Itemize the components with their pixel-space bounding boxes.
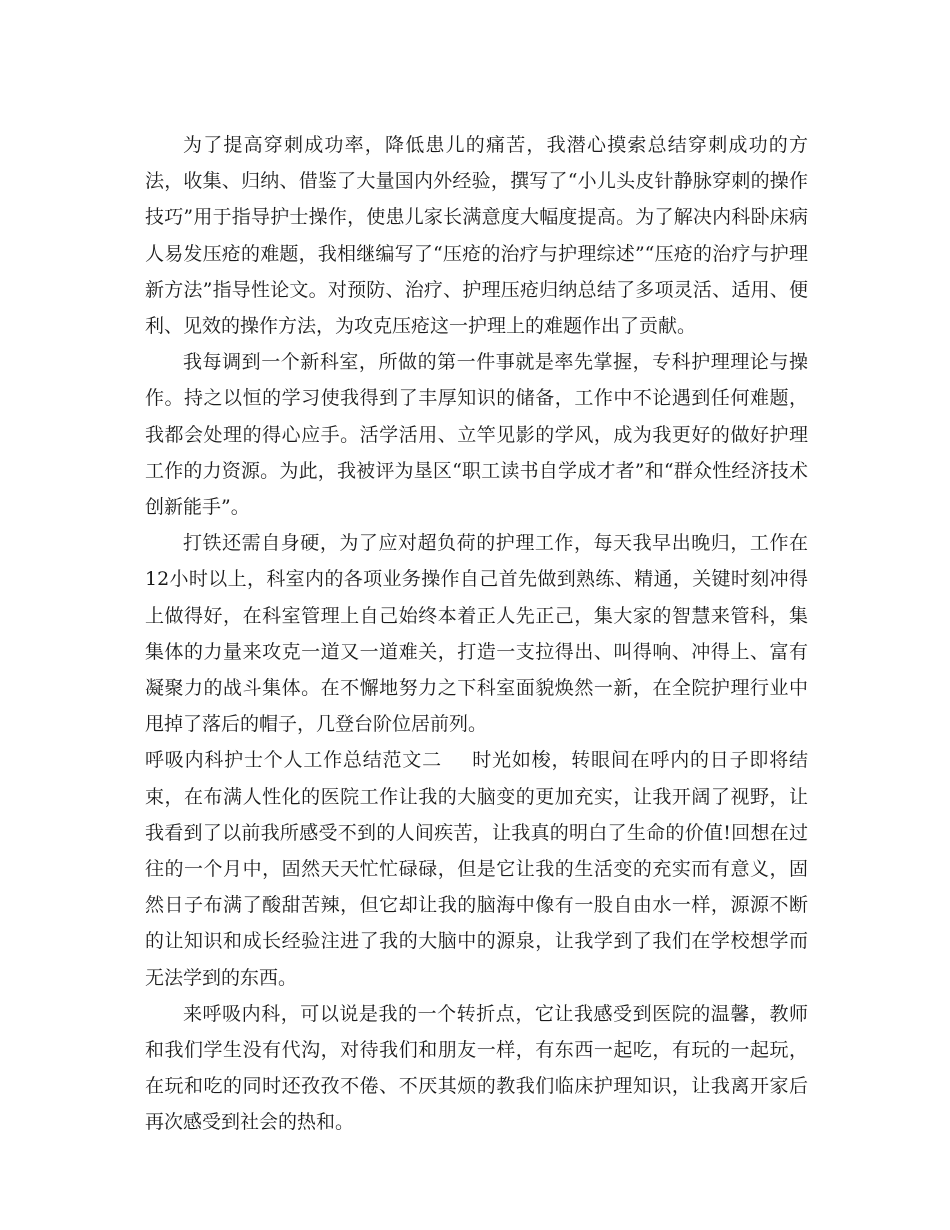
document-body (145, 127, 808, 1141)
paragraph-new-department: 我每调到一个新科室，所做的第一件事就是率先掌握，专科护理理论与操作。持之以恒的学习使我得到了丰厚知识的储备，工作中不论遇到任何难题，我都会处理的得心应手。活学活用、立竿见影的学风，成为我更好的做好护理工作的力资源。为此，我被评为垦区“职工读书自学成才者”和“群众性经济技术创新能手”。 (145, 351, 808, 519)
paragraph-respiratory-turning-point: 来呼吸内科，可以说是我的一个转折点，它让我感受到医院的温馨，教师和我们学生没有代沟，对待我们和朋友一样，有东西一起吃，有玩的一起玩，在玩和吃的同时还孜孜不倦、不厌其烦的教我们临床护理知识，让我离开家后再次感受到社会的热和。 (145, 1002, 808, 1134)
section-first-paragraph: 时光如梭，转眼间在呼内的日子即将结束，在布满人性化的医院工作让我的大脑变的更加充实，让我开阔了视野，让我看到了以前我所感受不到的人间疾苦，让我真的明白了生命的价值!回想在过往的一个月中，固然天天忙忙碌碌，但是它让我的生活变的充实而有意义，固然日子布满了酸甜苦辣，但它却让我的脑海中像有一股自由水一样，源源不断的让知识和成长经验注进了我的大脑中的源泉，让我学到了我们在学校想学而无法学到的东西。 (145, 749, 808, 989)
section-title: 呼吸内科护士个人工作总结范文二 (145, 749, 442, 772)
paragraph-puncture-methods: 为了提高穿刺成功率，降低患儿的痛苦，我潜心摸索总结穿刺成功的方法，收集、归纳、借鉴了大量国内外经验，撰写了“小儿头皮针静脉穿刺的操作技巧”用于指导护士操作，使患儿家长满意度大幅度提高。为了解决内科卧床病人易发压疮的难题，我相继编写了“压疮的治疗与护理综述”“压疮的治疗与护理新方法”指导性论文。对预防、治疗、护理压疮归纳总结了多项灵活、适用、便利、见效的操作方法，为攻克压疮这一护理上的难题作出了贡献。 (145, 134, 808, 338)
paragraph-self-discipline: 打铁还需自身硬，为了应对超负荷的护理工作，每天我早出晚归，工作在12小时以上，科室内的各项业务操作自己首先做到熟练、精通，关键时刻冲得上做得好，在科室管理上自己始终本着正人先正己，集大家的智慧来管科，集集体的力量来攻克一道又一道难关，打造一支拉得出、叫得响、冲得上、富有凝聚力的战斗集体。在不懈地努力之下科室面貌焕然一新，在全院护理行业中甩掉了落后的帽子，几登台阶位居前列。 (145, 532, 808, 736)
section-two (145, 742, 808, 995)
